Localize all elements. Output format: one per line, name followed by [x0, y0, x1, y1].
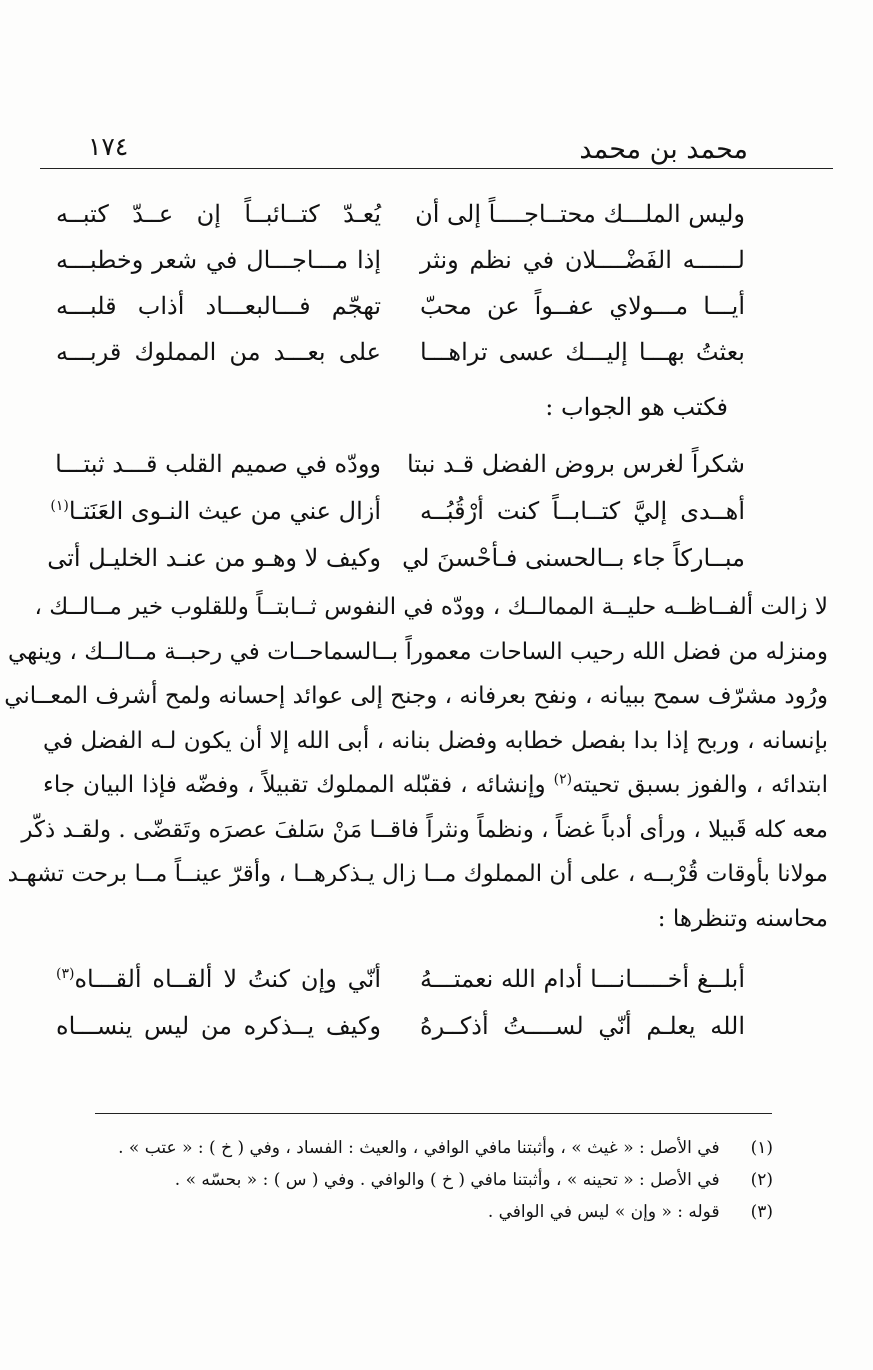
header-rule [40, 168, 833, 169]
footnote [83, 1133, 773, 1163]
hemistich-text: وكيف يــذكره من ليس ينســـاه [56, 1012, 381, 1040]
prose-line: بإنسانه ، وربح إذا بدا بفصل خطابه وفضل بنانه ، أبى الله إلا أن يكون لـه الفضل في [43, 727, 828, 754]
poem-verse [0, 440, 873, 488]
reply-intro-line: فكتب هو الجواب : [545, 393, 728, 421]
poem-verse [0, 955, 873, 1003]
page-number: ١٧٤ [88, 132, 129, 161]
poem-verse [0, 534, 873, 582]
footnote-text: في الأصل : « تحينه » ، وأثبتنا مافي ( خ ) والوافي . وفي ( س ) : « بحسّه » . [174, 1170, 720, 1190]
footnote [83, 1197, 773, 1227]
prose-line [43, 763, 828, 808]
verse-first-hemistich: وليس الملـــك محتــاجــــاً إلى أن [415, 200, 745, 228]
verse-second-hemistich [50, 487, 381, 535]
footnote-number: (٣) [750, 1202, 773, 1222]
verse-first-hemistich: أيـــا مـــولاي عفــواً عن محبّ [420, 292, 745, 320]
verse-first-hemistich: لــــــه الفَضْــــلان في نظم ونثر [420, 246, 745, 274]
poem-verse [0, 328, 873, 376]
verse-second-hemistich: تهجّم فـــالبعـــاد أذاب قلبـــه [56, 292, 381, 320]
poem-verse [0, 282, 873, 330]
footnote-rule [95, 1113, 772, 1114]
prose-line: مولانا بأوقات قُرْبــه ، على أن المملوك مــا زال يـذكرهــا ، وأقرّ عينــاً مــا برحت تشهـد [7, 861, 828, 887]
verse-second-hemistich: يُعـدّ كتــائبــاً إن عــدّ كتبــه [56, 200, 381, 228]
verse-first-hemistich: أهــدى إليَّ كتــابــاً كنت أرْقُبُــه [420, 497, 745, 525]
hemistich-text: أزال عني من عيث النـوى العَنَتـا [68, 497, 381, 525]
footnote [83, 1165, 773, 1195]
verse-second-hemistich [56, 1002, 381, 1050]
prose-line: لا زالت ألفــاظــه حليــة الممالــك ، وودّه في النفوس ثــابتــاً وللقلوب خير مــالــك ، [34, 594, 828, 620]
verse-second-hemistich: على بعـــد من المملوك قربـــه [56, 338, 381, 366]
prose-line: ورُود مشرّف سمح ببيانه ، ونفح بعرفانه ، وجنح إلى عوائد إحسانه ولمح أشرف المعــاني [4, 683, 828, 709]
prose-line-text: ابتدائه ، والفوز بسبق تحيته [572, 772, 828, 798]
prose-line: محاسنه وتنظرها : [657, 905, 828, 932]
footnote-number: (١) [750, 1138, 773, 1158]
footnote-marker: (١) [50, 498, 69, 514]
prose-line-text-continued: وإنشائه ، فقبّله المملوك تقبيلاً ، وفضّه فإذا البيان جاء [43, 772, 554, 798]
verse-second-hemistich: إذا مـــاجـــال في شعر وخطبـــه [56, 246, 381, 274]
footnote-number: (٢) [750, 1170, 773, 1190]
poem-verse [0, 487, 873, 535]
footnote-text: في الأصل : « غيث » ، وأثبتنا مافي الوافي ، والعيث : الفساد ، وفي ( خ ) : « عتب » . [118, 1138, 720, 1158]
prose-line: معه كله قَبيلا ، ورأى أدباً غضاً ، ونظماً ونثراً فاقــا مَنْ سَلفَ عصرَه وتَقضّى . ولقـد ذكّر [21, 816, 828, 843]
hemistich-text: أنّي وإن كنتُ لا ألقــاه ألقـــاه [74, 965, 381, 993]
verse-second-hemistich [47, 534, 381, 582]
poem-verse [0, 190, 873, 238]
footnote-marker: (٢) [553, 771, 573, 788]
verse-first-hemistich: أبلــغ أخـــــانـــا أدام الله نعمتـــهُ [420, 965, 745, 993]
running-header-author: محمد بن محمد [579, 134, 748, 165]
footnote-marker: (٣) [56, 966, 75, 982]
verse-second-hemistich [56, 955, 381, 1003]
verse-first-hemistich: بعثتُ بهـــا إليـــك عسى تراهـــا [420, 338, 745, 366]
prose-paragraph [4, 585, 828, 941]
verse-first-hemistich: الله يعلـم أنّي لســــتُ أذكــرهُ [420, 1012, 745, 1040]
verse-first-hemistich: مبــاركاً جاء بــالحسنى فـأحْسنَ لي [402, 544, 745, 572]
footnote-text: قوله : « وإن » ليس في الوافي . [487, 1202, 720, 1222]
hemistich-text: وودّه في صميم القلب قـــد ثبتـــا [55, 450, 381, 478]
verse-first-hemistich: شكراً لغرس بروض الفضل قـد نبتا [406, 450, 745, 478]
hemistich-text: وكيف لا وهـو من عنـد الخليـل أتى [47, 544, 381, 572]
prose-line: ومنزله من فضل الله رحيب الساحات معموراً بــالسماحــات في رحبــة مــالــك ، وينهي [7, 638, 828, 665]
verse-second-hemistich [56, 440, 381, 488]
poem-verse [0, 1002, 873, 1050]
poem-verse [0, 236, 873, 284]
